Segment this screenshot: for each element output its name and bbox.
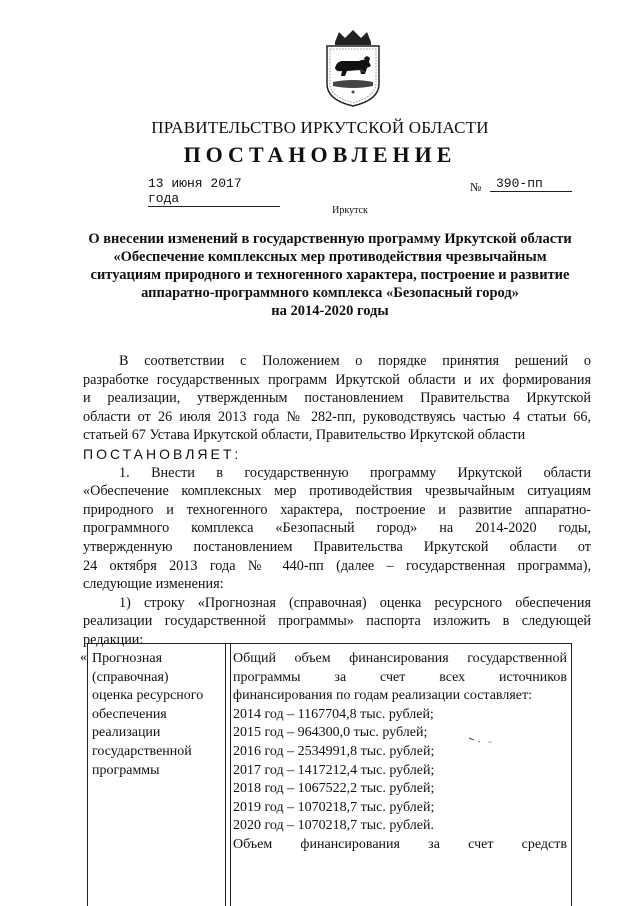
- document-type-heading: ПОСТАНОВЛЕНИЕ: [183, 142, 457, 167]
- title-line: на 2014-2020 годы: [271, 303, 389, 319]
- cell-line: 2020 год – 1070218,7 тыс. рублей.: [233, 818, 434, 834]
- body-line: реализации государственной программы» паспорта изложить в следующей: [83, 613, 591, 630]
- title-line: ситуациям природного и техногенного характера, построение и развитие: [90, 267, 570, 283]
- body-line: «Обеспечение комплексных мер противодействия чрезвычайным ситуациям: [83, 483, 591, 500]
- cell-line: обеспечения: [92, 706, 167, 722]
- table-cell-heading: [92, 650, 226, 780]
- title-line: аппаратно-программного комплекса «Безопасный город»: [141, 285, 519, 301]
- body-line: следующие изменения:: [83, 576, 224, 593]
- city-name: Иркутск: [332, 205, 368, 216]
- body-line: статьей 67 Устава Иркутской области, Правительство Иркутской области: [83, 427, 526, 444]
- pen-mark: [468, 736, 498, 746]
- cell-line: государственной: [92, 743, 192, 759]
- cell-line: 2017 год – 1417212,4 тыс. рублей;: [233, 762, 435, 778]
- coat-of-arms-emblem: [315, 28, 391, 108]
- cell-line: оценка ресурсного: [92, 688, 204, 704]
- cell-line: 2016 год – 2534991,8 тыс. рублей;: [233, 743, 435, 759]
- cell-line: (справочная): [92, 669, 169, 685]
- body-line: области от 26 июля 2013 года № 282-пп, руководствуясь частью 4 статьи 66,: [83, 408, 591, 425]
- decree-number-label: №: [470, 180, 482, 194]
- body-line: В соответствии с Положением о порядке принятия решений о: [119, 353, 591, 369]
- body-line: 24 октября 2013 года № 440-пп (далее – государственная программа),: [83, 557, 591, 574]
- passport-table: [87, 643, 572, 906]
- cell-line: 2019 год – 1070218,7 тыс. рублей;: [233, 799, 435, 815]
- cell-line: Прогнозная: [92, 651, 163, 666]
- table-open-quote: «: [80, 650, 87, 665]
- body-line: 1) строку «Прогнозная (справочная) оценка ресурсного обеспечения: [119, 594, 591, 611]
- cell-line: Объем финансирования за счет средств: [233, 836, 567, 852]
- cell-line: программы: [92, 762, 160, 778]
- government-name: ПРАВИТЕЛЬСТВО ИРКУТСКОЙ ОБЛАСТИ: [151, 118, 489, 137]
- cell-line: 2014 год – 1167704,8 тыс. рублей;: [233, 706, 434, 722]
- body-line: разработке государственных программ Иркутской области и их формирования: [83, 371, 591, 388]
- ruling-word: ПОСТАНОВЛЯЕТ:: [83, 445, 242, 462]
- body-line: утвержденную постановлением Правительства Иркутской области от: [83, 538, 591, 555]
- cell-line: программы за счет всех источников: [233, 669, 567, 685]
- decree-date: 13 июня 2017 года: [148, 176, 280, 207]
- body-line: и реализации, утвержденным постановлением Правительства Иркутской: [83, 390, 591, 407]
- cell-line: 2015 год – 964300,0 тыс. рублей;: [233, 725, 428, 741]
- document-title: [60, 230, 600, 320]
- decree-body: [83, 352, 591, 650]
- cell-line: Общий объем финансирования государственной: [233, 651, 567, 666]
- decree-number: 390-пп: [490, 176, 572, 192]
- body-line: 1. Внести в государственную программу Иркутской области: [119, 464, 591, 481]
- title-line: О внесении изменений в государственную программу Иркутской области: [88, 231, 572, 247]
- body-line: программного комплекса «Безопасный город» на 2014-2020 годы,: [83, 520, 591, 537]
- cell-line: 2018 год – 1067522,2 тыс. рублей;: [233, 781, 435, 797]
- body-line: природного и техногенного характера, построение и развитие аппаратно-: [83, 501, 591, 518]
- cell-line: реализации: [92, 725, 161, 741]
- table-cell-content: [233, 650, 567, 855]
- body-line: редакции:: [83, 631, 144, 648]
- title-line: «Обеспечение комплексных мер противодействия чрезвычайным: [113, 249, 547, 265]
- cell-line: финансирования по годам реализации составляет:: [233, 688, 532, 704]
